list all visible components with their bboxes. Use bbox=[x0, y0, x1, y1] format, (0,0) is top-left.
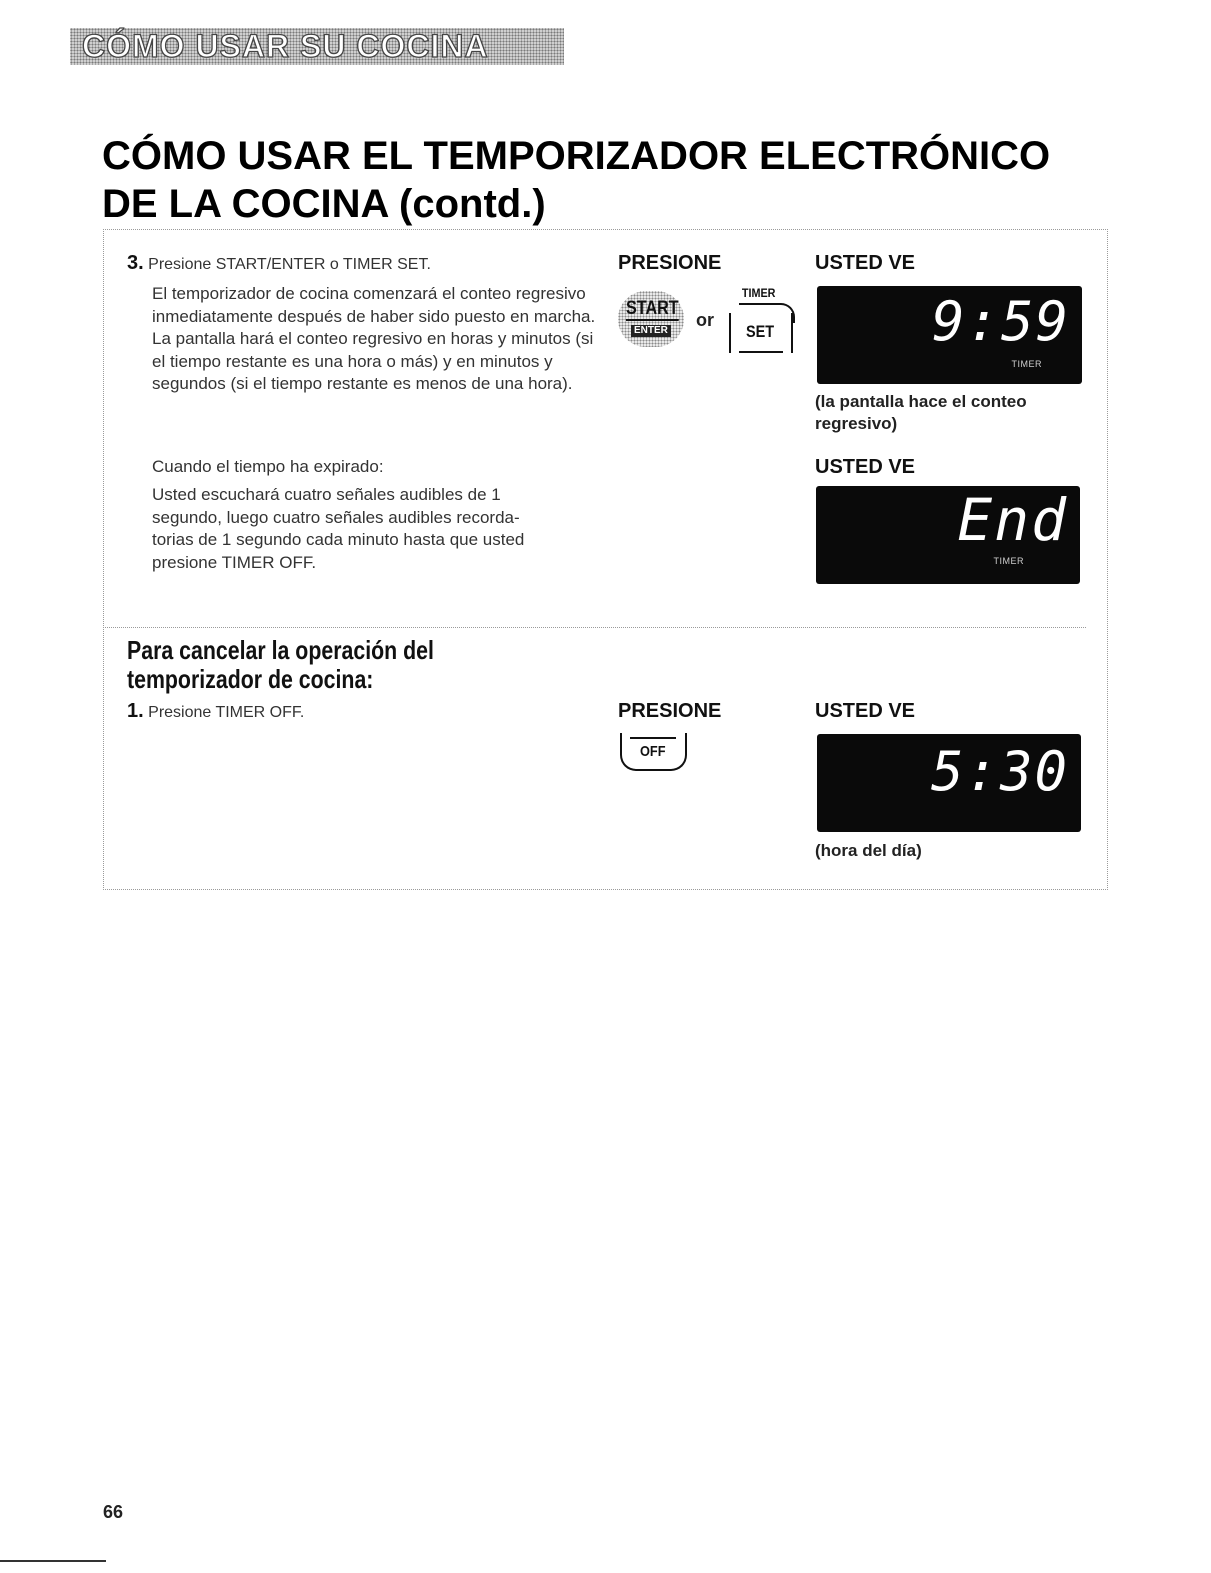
page-title: CÓMO USAR EL TEMPORIZADOR ELECTRÓNICO DE LA COCINA (contd.) bbox=[102, 134, 1051, 226]
or-text: or bbox=[696, 310, 714, 330]
cancel-heading: Para cancelar la operación del temporizador de cocina: bbox=[127, 635, 434, 694]
end-digits: End bbox=[957, 486, 1068, 554]
step-number: 3. bbox=[127, 252, 144, 274]
see-heading: USTED VE bbox=[815, 252, 916, 274]
expired-text: Usted escuchará cuatro señales audibles de 1 segundo, luego cuatro señales audibles recorda-torias de 1 segundo cada minuto hasta que usted presione TIMER OFF. bbox=[152, 485, 525, 572]
clock-caption: (hora del día) bbox=[815, 841, 922, 860]
countdown-caption: (la pantalla hace el conteo regresivo) bbox=[815, 392, 1027, 433]
footer-rule bbox=[0, 1560, 106, 1562]
clock-digits: 5:30 bbox=[930, 740, 1069, 803]
countdown-display bbox=[817, 286, 1082, 384]
end-display bbox=[816, 486, 1080, 584]
off-key-label: OFF bbox=[640, 743, 666, 760]
press-heading: PRESIONE bbox=[618, 252, 722, 274]
see-heading-end: USTED VE bbox=[815, 456, 916, 478]
section-banner-text: CÓMO USAR SU COCINA bbox=[82, 28, 489, 64]
cancel-step-instruction: Presione TIMER OFF. bbox=[148, 704, 305, 721]
timer-key-label: TIMER bbox=[741, 286, 776, 300]
start-enter-key bbox=[618, 291, 684, 347]
set-key-label: SET bbox=[746, 322, 775, 341]
page-number: 66 bbox=[103, 1502, 124, 1522]
cancel-step-header bbox=[127, 700, 607, 723]
countdown-timer-tag: TIMER bbox=[1011, 359, 1042, 369]
step-instruction: Presione START/ENTER o TIMER SET. bbox=[148, 256, 431, 273]
cancel-step-number: 1. bbox=[127, 700, 144, 722]
press-heading-cancel: PRESIONE bbox=[618, 700, 722, 722]
end-timer-tag: TIMER bbox=[993, 556, 1024, 566]
start-key-label: START bbox=[626, 298, 679, 319]
step-3-header bbox=[127, 252, 607, 275]
countdown-digits: 9:59 bbox=[931, 290, 1070, 353]
clock-display bbox=[817, 734, 1081, 832]
section-banner bbox=[70, 28, 564, 65]
step-3-paragraph: El temporizador de cocina comenzará el conteo regresivo inmediatamente después de haber sido puesto en marcha. La pantalla hará el conteo regresivo en horas y minutos (si el tiempo restante es una hora o más) y en minutos y segundos (si el tiempo restante es menos de una hora). bbox=[152, 284, 596, 393]
section-divider bbox=[103, 627, 1086, 628]
expired-label: Cuando el tiempo ha expirado: bbox=[152, 457, 384, 476]
enter-key-label: ENTER bbox=[631, 325, 671, 337]
timer-set-key bbox=[729, 313, 793, 353]
timer-off-key bbox=[620, 733, 687, 771]
see-heading-cancel: USTED VE bbox=[815, 700, 916, 722]
